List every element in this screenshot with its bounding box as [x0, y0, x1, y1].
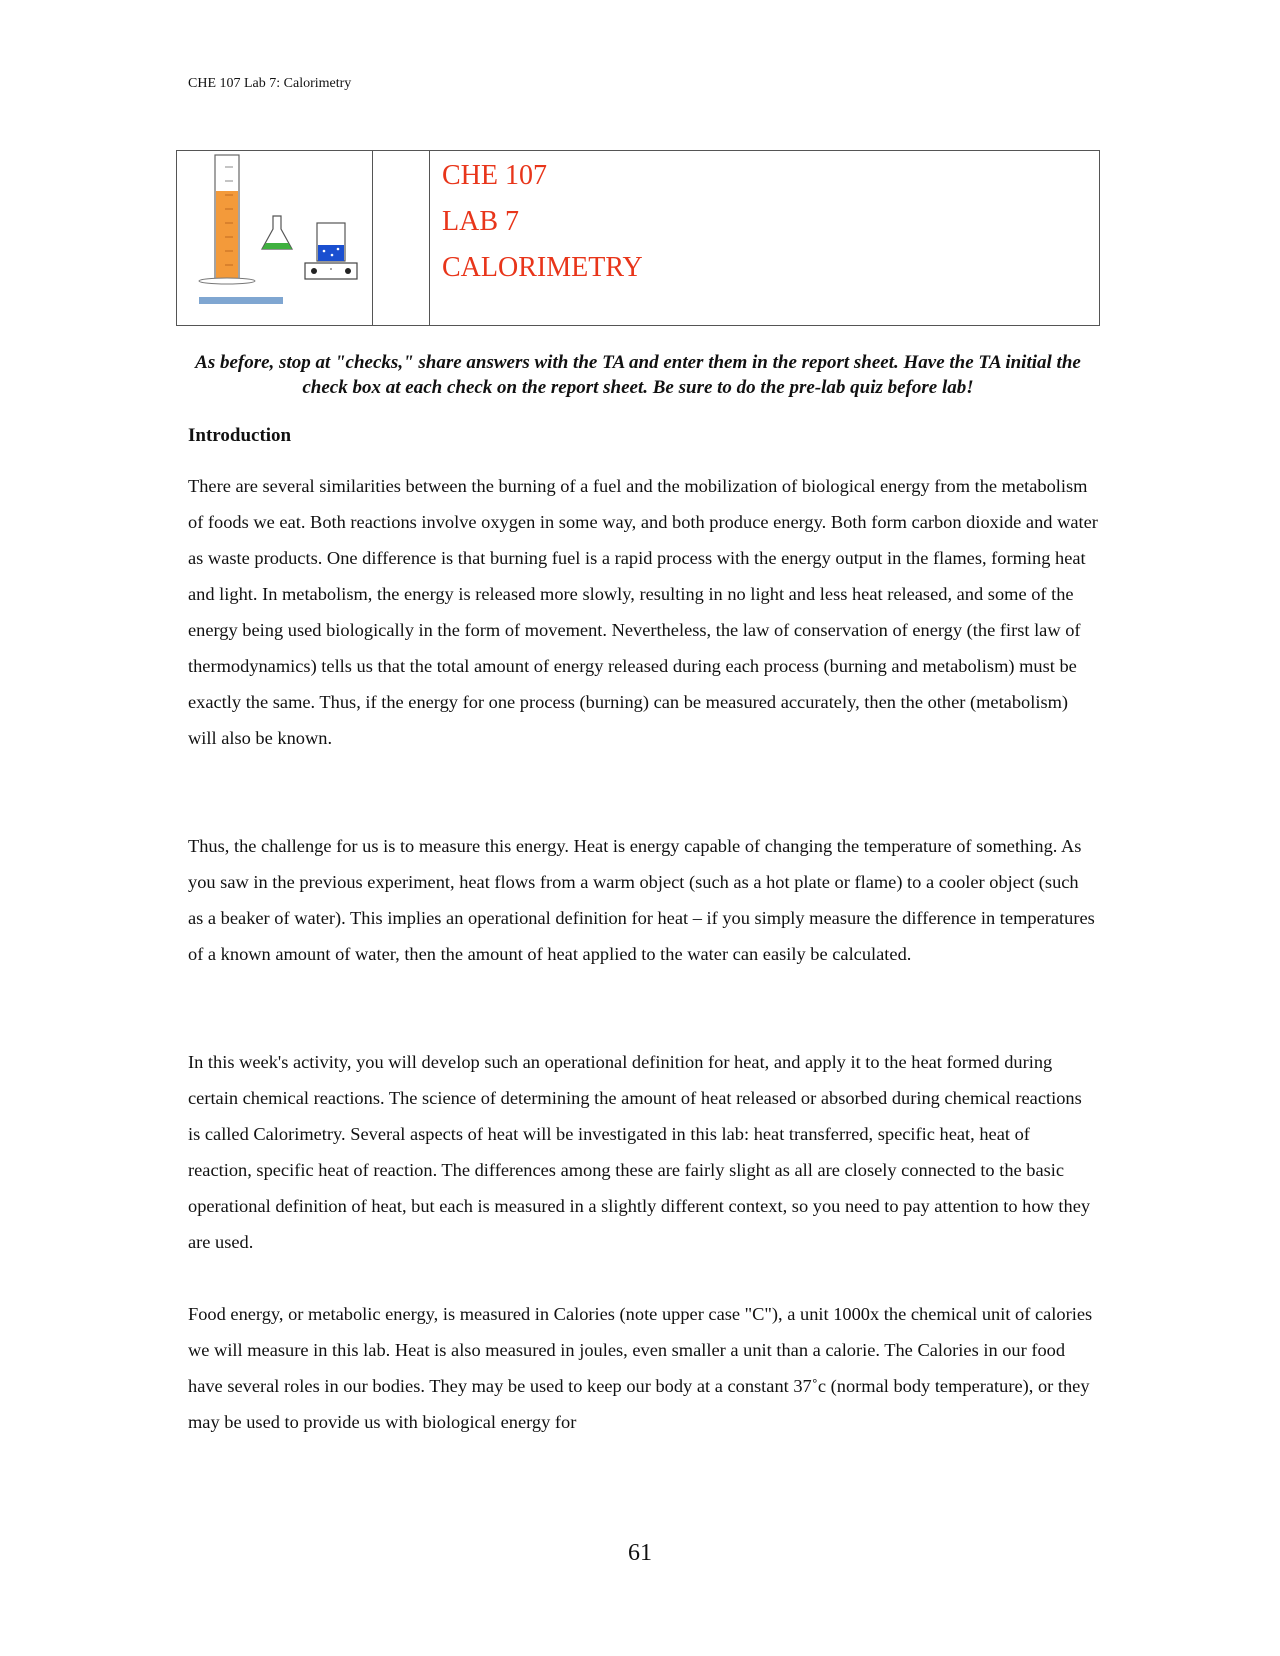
course-code: CHE 107 [442, 160, 547, 191]
running-header: CHE 107 Lab 7: Calorimetry [188, 76, 352, 91]
lab-topic: CALORIMETRY [442, 252, 643, 283]
paragraph: Thus, the challenge for us is to measure this energy. Heat is energy capable of changing the temperature of something. As you saw in the previous experiment, heat flows from a warm object (such as a hot plate or flame) to a cooler object (such as a beaker of water). This implies an operational definition for heat – if you simply measure the difference in temperatures of a known amount of water, then the amount of heat applied to the water can easily be calculated. [188, 836, 1095, 964]
paragraph: There are several similarities between the burning of a fuel and the mobilization of biological energy from the metabolism of foods we eat. Both reactions involve oxygen in some way, and both produce energy. Both form carbon dioxide and water as waste products. One difference is that burning fuel is a rapid process with the energy output in the flames, forming heat and light. In metabolism, the energy is released more slowly, resulting in no light and less heat released, and some of the energy being used biologically in the form of movement. Nevertheless, the law of conservation of energy (the first law of thermodynamics) tells us that the total amount of energy released during each process (burning and metabolism) must be exactly the same. Thus, if the energy for one process (burning) can be measured accurately, then the other (metabolism) will also be known. [188, 476, 1098, 748]
stand-base [199, 297, 283, 304]
instructions-note: As before, stop at "checks," share answers with the TA and enter them in the report sheet. Have the TA initial the check box at each check on the report sheet. Be sure to do the pre-lab quiz before lab! [195, 352, 1081, 398]
paragraph: In this week's activity, you will develop such an operational definition for heat, and apply it to the heat formed during certain chemical reactions. The science of determining the amount of heat released or absorbed during chemical reactions is called Calorimetry. Several aspects of heat will be investigated in this lab: heat transferred, specific heat, heat of reaction, specific heat of reaction. The differences among these are fairly slight as all are closely connected to the basic operational definition of heat, but each is measured in a slightly different context, so you need to pay attention to how they are used. [188, 1052, 1091, 1252]
erlenmeyer-flask-icon [262, 216, 292, 249]
graduated-cylinder-icon [199, 155, 255, 284]
title-box-divider-2 [429, 151, 430, 325]
section-heading-introduction: Introduction [188, 425, 292, 446]
paragraph: Food energy, or metabolic energy, is measured in Calories (note upper case "C"), a unit 1000x the chemical unit of calories we will measure in this lab. Heat is also measured in joules, even smaller a unit than a calorie. The Calories in our food have several roles in our bodies. They may be used to keep our body at a constant 37˚c (normal body temperature), or they may be used to provide us with biological energy for [188, 1304, 1093, 1432]
beaker-on-hot-plate-icon [305, 223, 357, 279]
lab-number: LAB 7 [442, 206, 519, 237]
title-box-divider-1 [372, 151, 373, 325]
lab-title [442, 153, 643, 291]
title-box [176, 150, 1100, 326]
page-number: 61 [628, 1540, 652, 1566]
lab-equipment-illustration [191, 151, 361, 327]
